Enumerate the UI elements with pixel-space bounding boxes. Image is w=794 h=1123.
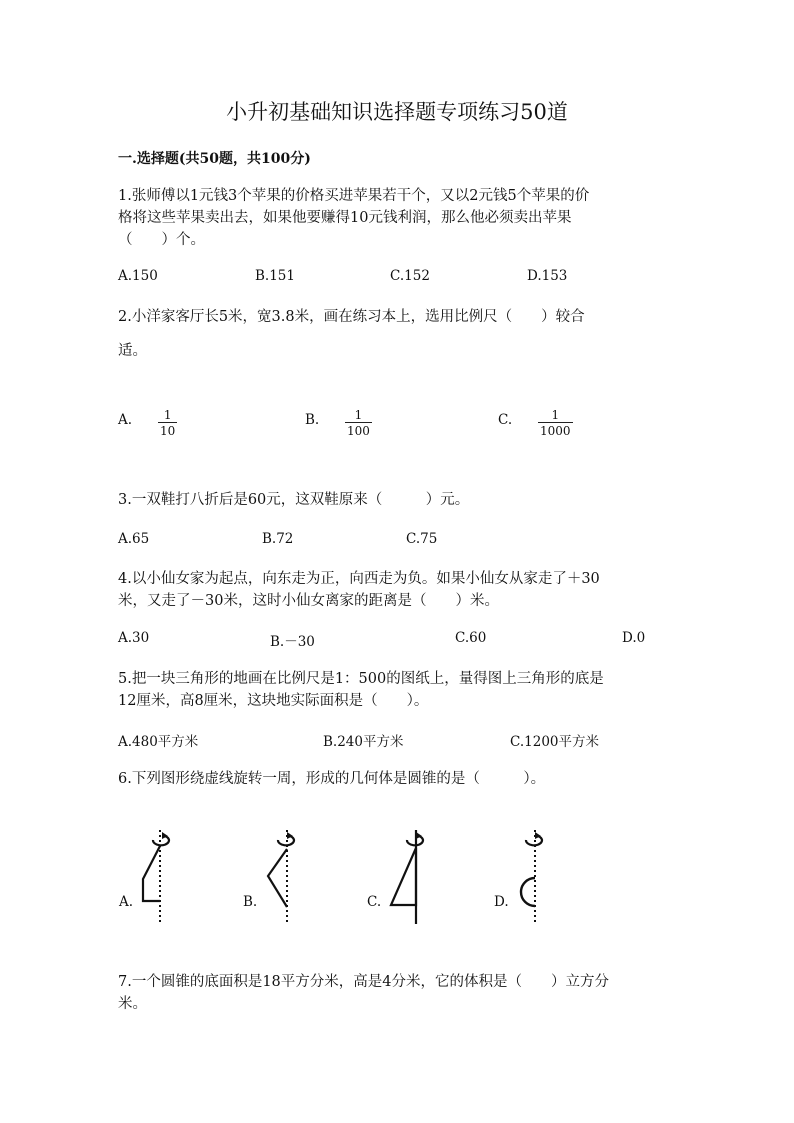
- shape-outline: [143, 846, 160, 901]
- q2-option-b-label[interactable]: B.: [305, 412, 320, 428]
- question-7: [118, 971, 609, 1015]
- q3-option-b[interactable]: B.72: [262, 531, 294, 547]
- question-3: [118, 489, 469, 511]
- q6-option-d-label[interactable]: D.: [494, 894, 509, 910]
- question-5: [118, 668, 604, 712]
- question-1: [118, 185, 589, 251]
- q2-option-c-label[interactable]: C.: [498, 412, 513, 428]
- q3-option-c[interactable]: C.75: [406, 531, 438, 547]
- q6-figure-a[interactable]: [135, 824, 175, 929]
- fraction-denominator: 10: [160, 424, 176, 438]
- rotation-arrow-icon: [526, 836, 542, 845]
- fraction-numerator: 1: [354, 408, 363, 422]
- q3-option-a[interactable]: A.65: [118, 531, 150, 547]
- q6-option-c-label[interactable]: C.: [367, 894, 382, 910]
- shape-outline: [521, 878, 535, 906]
- q6-option-b-label[interactable]: B.: [243, 894, 258, 910]
- q5-option-a[interactable]: A.480平方米: [118, 734, 199, 750]
- q6-figure-b[interactable]: [262, 824, 302, 929]
- rotation-arrow-icon: [278, 836, 294, 845]
- q1-option-b[interactable]: B.151: [255, 268, 295, 284]
- q1-option-a[interactable]: A.150: [118, 268, 158, 284]
- question-line: 5.把一块三角形的地画在比例尺是1：500的图纸上，量得图上三角形的底是: [118, 671, 604, 687]
- q5-option-b[interactable]: B.240平方米: [323, 734, 404, 750]
- q1-option-d[interactable]: D.153: [527, 268, 568, 284]
- question-line: 6.下列图形绕虚线旋转一周，形成的几何体是圆锥的是（ ）。: [118, 771, 546, 787]
- fraction-numerator: 1: [163, 408, 172, 422]
- shape-outline: [268, 849, 287, 907]
- question-line: 3.一双鞋打八折后是60元，这双鞋原来（ ）元。: [118, 492, 470, 508]
- fraction-numerator: 1: [551, 408, 560, 422]
- q4-option-d[interactable]: D.0: [622, 630, 646, 646]
- q4-option-b[interactable]: B.－30: [270, 634, 315, 650]
- question-line: 7.一个圆锥的底面积是18平方分米，高是4分米，它的体积是（ ）立方分: [118, 974, 610, 990]
- question-line: 适。: [118, 343, 147, 359]
- q6-figure-d[interactable]: [510, 824, 555, 929]
- fraction-denominator: 1000: [540, 424, 571, 438]
- question-line: （ ）个。: [118, 232, 205, 248]
- question-4: [118, 568, 600, 612]
- q2-option-a-fraction[interactable]: [158, 408, 177, 438]
- q6-option-a-label[interactable]: A.: [119, 894, 134, 910]
- fraction-denominator: 100: [347, 424, 370, 438]
- question-line: 2.小洋家客厅长5米，宽3.8米，画在练习本上，选用比例尺（ ）较合: [118, 309, 585, 325]
- q6-figure-c[interactable]: [385, 824, 435, 929]
- question-6: [118, 768, 545, 790]
- question-2: [118, 306, 585, 362]
- q5-option-c[interactable]: C.1200平方米: [510, 734, 599, 750]
- page-title: 小升初基础知识选择题专项练习50道: [226, 100, 568, 124]
- question-line: 米，又走了－30米，这时小仙女离家的距离是（ ）米。: [118, 593, 499, 609]
- question-line: 1.张师傅以1元钱3个苹果的价格买进苹果若干个，又以2元钱5个苹果的价: [118, 188, 590, 204]
- question-line: 格将这些苹果卖出去，如果他要赚得10元钱利润，那么他必须卖出苹果: [118, 210, 572, 226]
- question-line: 4.以小仙女家为起点，向东走为正，向西走为负。如果小仙女从家走了＋30: [118, 571, 600, 587]
- section-heading: 一.选择题(共50题，共100分): [118, 151, 311, 167]
- q2-option-c-fraction[interactable]: [538, 408, 573, 438]
- question-line: 米。: [118, 996, 147, 1012]
- q1-option-c[interactable]: C.152: [390, 268, 430, 284]
- q2-option-b-fraction[interactable]: [345, 408, 372, 438]
- q4-option-a[interactable]: A.30: [118, 630, 150, 646]
- shape-outline: [391, 848, 416, 905]
- q2-option-a-label[interactable]: A.: [118, 412, 133, 428]
- q4-option-c[interactable]: C.60: [455, 630, 487, 646]
- question-line: 12厘米，高8厘米，这块地实际面积是（ ）。: [118, 693, 429, 709]
